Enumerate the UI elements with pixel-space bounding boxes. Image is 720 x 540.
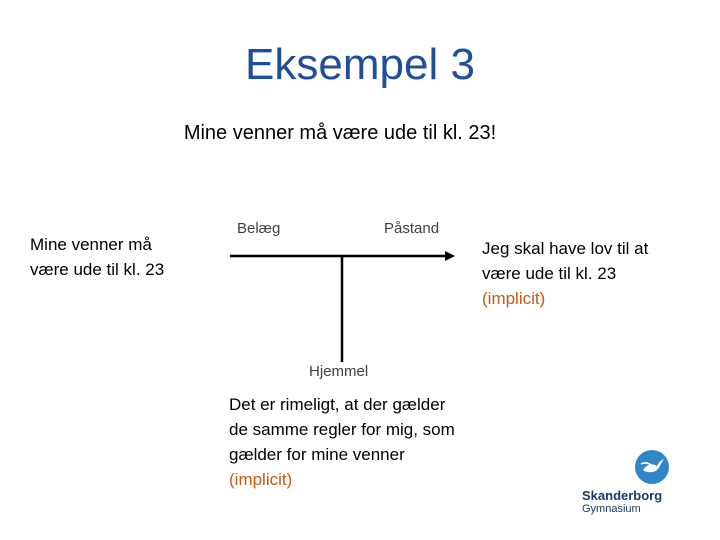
data-text-line: være ude til kl. 23 (30, 260, 165, 279)
arrowhead (445, 251, 455, 261)
claim-text (482, 236, 648, 311)
claim-text-line: være ude til kl. 23 (482, 264, 617, 283)
logo-sub: Gymnasium (582, 503, 641, 515)
data-label: Belæg (237, 220, 281, 237)
warrant-label: Hjemmel (309, 363, 369, 380)
school-logo (580, 450, 690, 520)
warrant-text-line: Det er rimeligt, at der gælder (229, 395, 446, 414)
data-text-line: Mine venner må (30, 235, 152, 254)
claim-label: Påstand (384, 220, 440, 237)
slide-title: Eksempel 3 (245, 40, 475, 89)
implicit-note: (implicit) (229, 470, 293, 489)
warrant-text (229, 392, 455, 492)
warrant-text-line: de samme regler for mig, som (229, 420, 455, 439)
slide-subtitle: Mine venner må være ude til kl. 23! (183, 122, 497, 144)
logo-name: Skanderborg (582, 488, 663, 503)
warrant-text-line: gælder for mine venner (229, 445, 405, 464)
bird-icon (635, 450, 669, 484)
implicit-note: (implicit) (482, 289, 546, 308)
claim-text-line: Jeg skal have lov til at (482, 239, 649, 258)
